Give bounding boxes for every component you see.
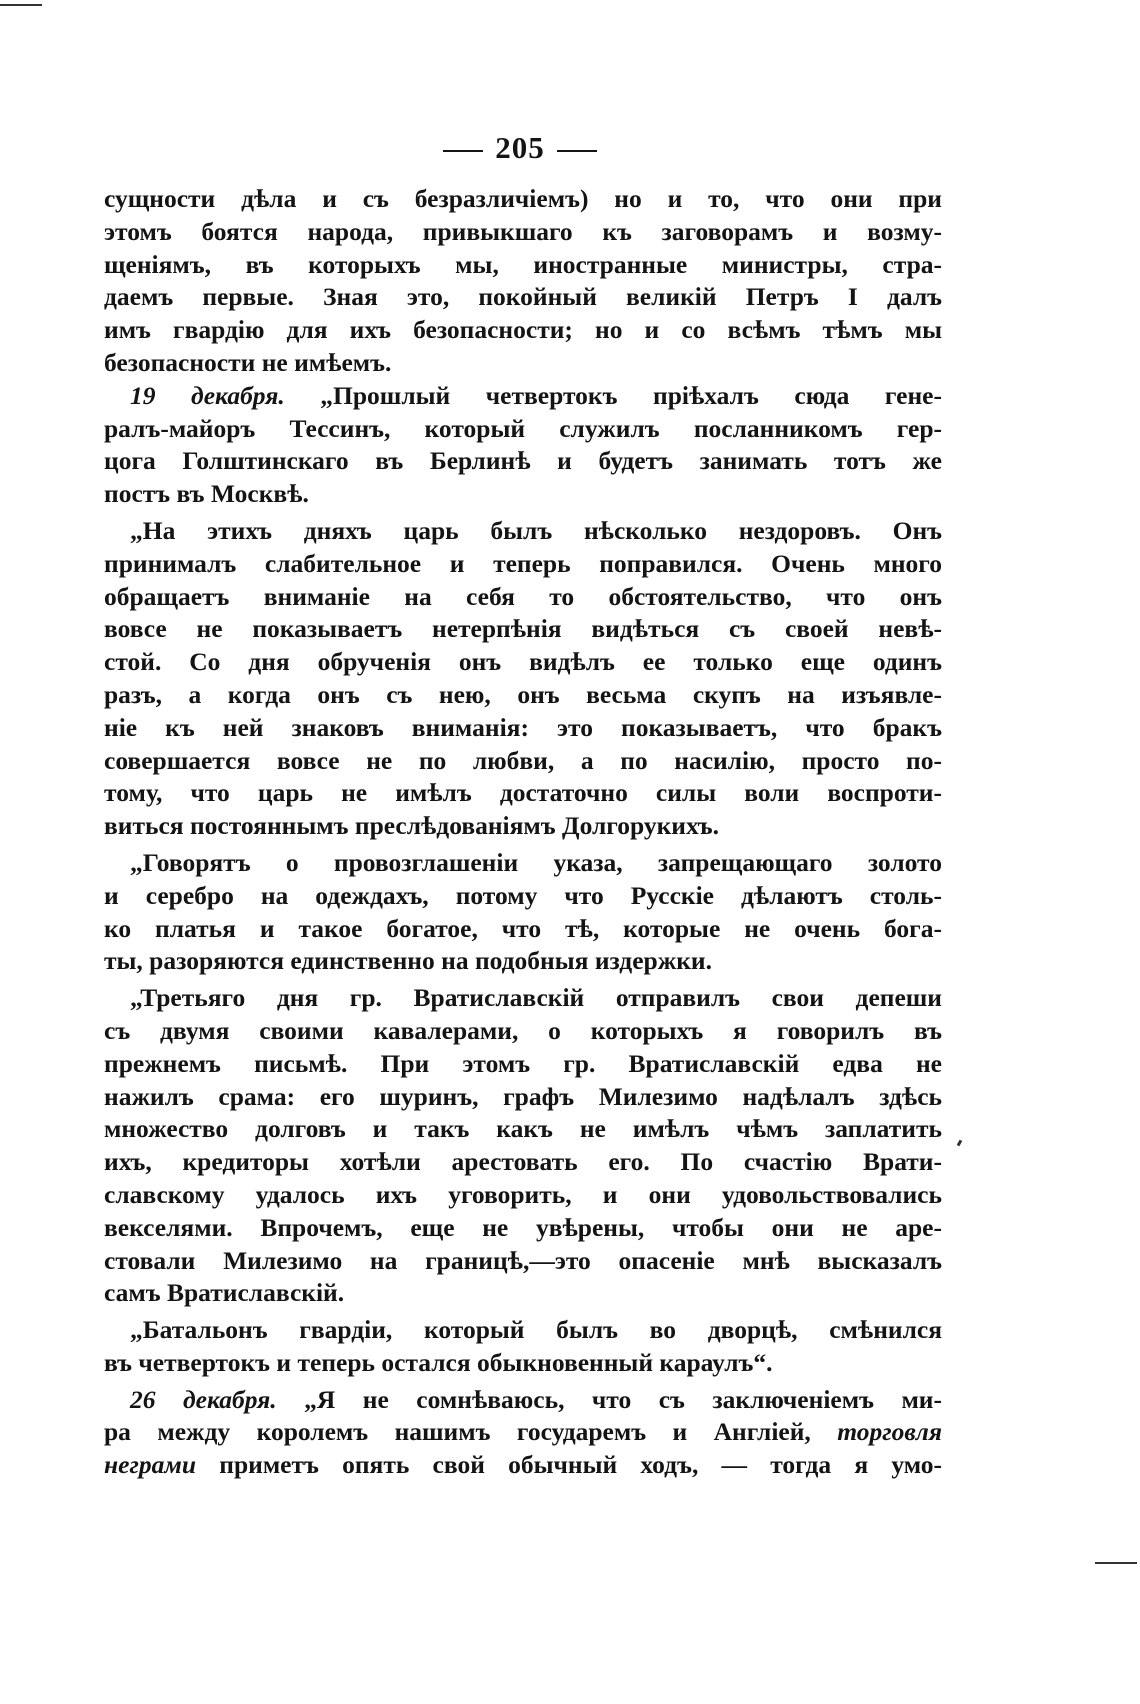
text-line: въ четвертокъ и теперь остался обыкновенный караулъ“. (104, 1347, 773, 1377)
text-line: „На этихъ дняхъ царь былъ нѣсколько нездоровъ. Онъ (130, 515, 942, 545)
text-line: ніе къ ней знаковъ вниманія: это показываетъ, что бракъ (104, 712, 942, 742)
page-number-dash-right (557, 150, 597, 152)
text-line: безопасности не имѣемъ. (104, 347, 392, 377)
text-line: „Говорятъ о провозглашеніи указа, запрещающаго золото (130, 847, 942, 877)
page-body (104, 183, 942, 1482)
text-line: виться постояннымъ преслѣдованіямъ Долгорукихъ. (104, 811, 719, 841)
entry-date: 19 декабря. (130, 380, 285, 410)
paragraph (104, 847, 942, 978)
text-line: стовали Милезимо на границѣ,—это опасеніе мнѣ высказалъ (104, 1245, 942, 1275)
scan-speck (957, 1140, 963, 1147)
scan-edge-rule (1095, 1562, 1137, 1564)
text-line: сущности дѣла и съ безразличіемъ) но и то, что они при (104, 184, 942, 213)
text-line: разъ, а когда онъ съ нею, онъ весьма скупъ на изъявле- (104, 679, 942, 709)
paragraph (104, 515, 942, 843)
text-line: тому, что царь не имѣлъ достаточно силы воли воспроти- (104, 778, 942, 808)
text-line: ты, разоряются единственно на подобныя издержки. (104, 946, 712, 976)
emphasis-second: неграми (104, 1450, 197, 1480)
text-line: „Батальонъ гвардіи, который былъ во дворцѣ, смѣнился (130, 1315, 942, 1345)
text-line: обращаетъ вниманіе на себя то обстоятельство, что онъ (104, 581, 942, 611)
text-line: прежнемъ письмѣ. При этомъ гр. Вратиславскій едва не (104, 1048, 942, 1078)
paragraph-dated-entry (104, 1384, 942, 1482)
text-fragment: приметъ опять свой обычный ходъ, — тогда я умо- (219, 1450, 943, 1480)
entry-date: 26 декабря. (130, 1384, 277, 1414)
text-line: съ двумя своими кавалерами, о которыхъ я говорилъ въ (104, 1015, 942, 1045)
page-number-dash-left (443, 150, 483, 152)
paragraph (104, 982, 942, 1310)
text-line: ихъ, кредиторы хотѣли арестовать его. По счастію Врати- (104, 1147, 942, 1177)
text-line (104, 380, 942, 413)
text-line: множество долговъ и такъ какъ не имѣлъ чѣмъ заплатить (104, 1114, 942, 1144)
text-line: векселями. Впрочемъ, еще не увѣрены, чтобы они не аре- (104, 1212, 942, 1242)
text-line (104, 1416, 942, 1449)
paragraph (104, 183, 942, 380)
text-line: имъ гвардію для ихъ безопасности; но и со всѣмъ тѣмъ мы (104, 315, 942, 345)
text-fragment: „Прошлый четвертокъ пріѣхалъ сюда гене- (320, 380, 942, 410)
text-line: принималъ слабительное и теперь поправился. Очень много (104, 548, 942, 578)
text-line: и серебро на одеждахъ, потому что Русскіе дѣлаютъ столь- (104, 880, 942, 910)
scan-edge-rule (0, 4, 42, 6)
paragraph-dated-entry (104, 380, 942, 511)
text-line: даемъ первые. Зная это, покойный великій Петръ I далъ (104, 282, 942, 312)
text-line: ралъ-майоръ Тессинъ, который служилъ посланникомъ гер- (104, 413, 942, 443)
text-line: совершается вовсе не по любви, а по насилію, просто по- (104, 745, 942, 775)
text-line (104, 1449, 942, 1482)
text-line: „Третьяго дня гр. Вратиславскій отправилъ свои депеши (130, 983, 942, 1013)
text-line: постъ въ Москвѣ. (104, 479, 309, 509)
text-line: ко платья и такое богатое, что тѣ, которые не очень бога- (104, 913, 942, 943)
text-line: цога Голштинскаго въ Берлинѣ и будетъ занимать тотъ же (104, 446, 942, 476)
text-line: вовсе не показываетъ нетерпѣнія видѣться съ своей невѣ- (104, 614, 942, 644)
text-line: нажилъ срама: его шуринъ, графъ Милезимо надѣлалъ здѣсь (104, 1081, 942, 1111)
page-number (0, 130, 1040, 166)
paragraph (104, 1314, 942, 1380)
text-line: щеніямъ, въ которыхъ мы, иностранные министры, стра- (104, 249, 942, 279)
text-line: этомъ боятся народа, привыкшаго къ заговорамъ и возму- (104, 216, 942, 246)
text-fragment: „Я не сомнѣваюсь, что съ заключеніемъ ми- (304, 1384, 942, 1414)
text-line: стой. Со дня обрученія онъ видѣлъ ее только еще одинъ (104, 647, 942, 677)
text-line: самъ Вратиславскій. (104, 1278, 345, 1308)
page-number-value: 205 (495, 130, 545, 165)
emphasis-first: торговля (837, 1417, 942, 1447)
text-fragment: ра между королемъ нашимъ государемъ и Англіей, (104, 1417, 811, 1447)
text-line (104, 1384, 942, 1417)
text-line: славскому удалось ихъ уговорить, и они удовольствовались (104, 1179, 942, 1209)
